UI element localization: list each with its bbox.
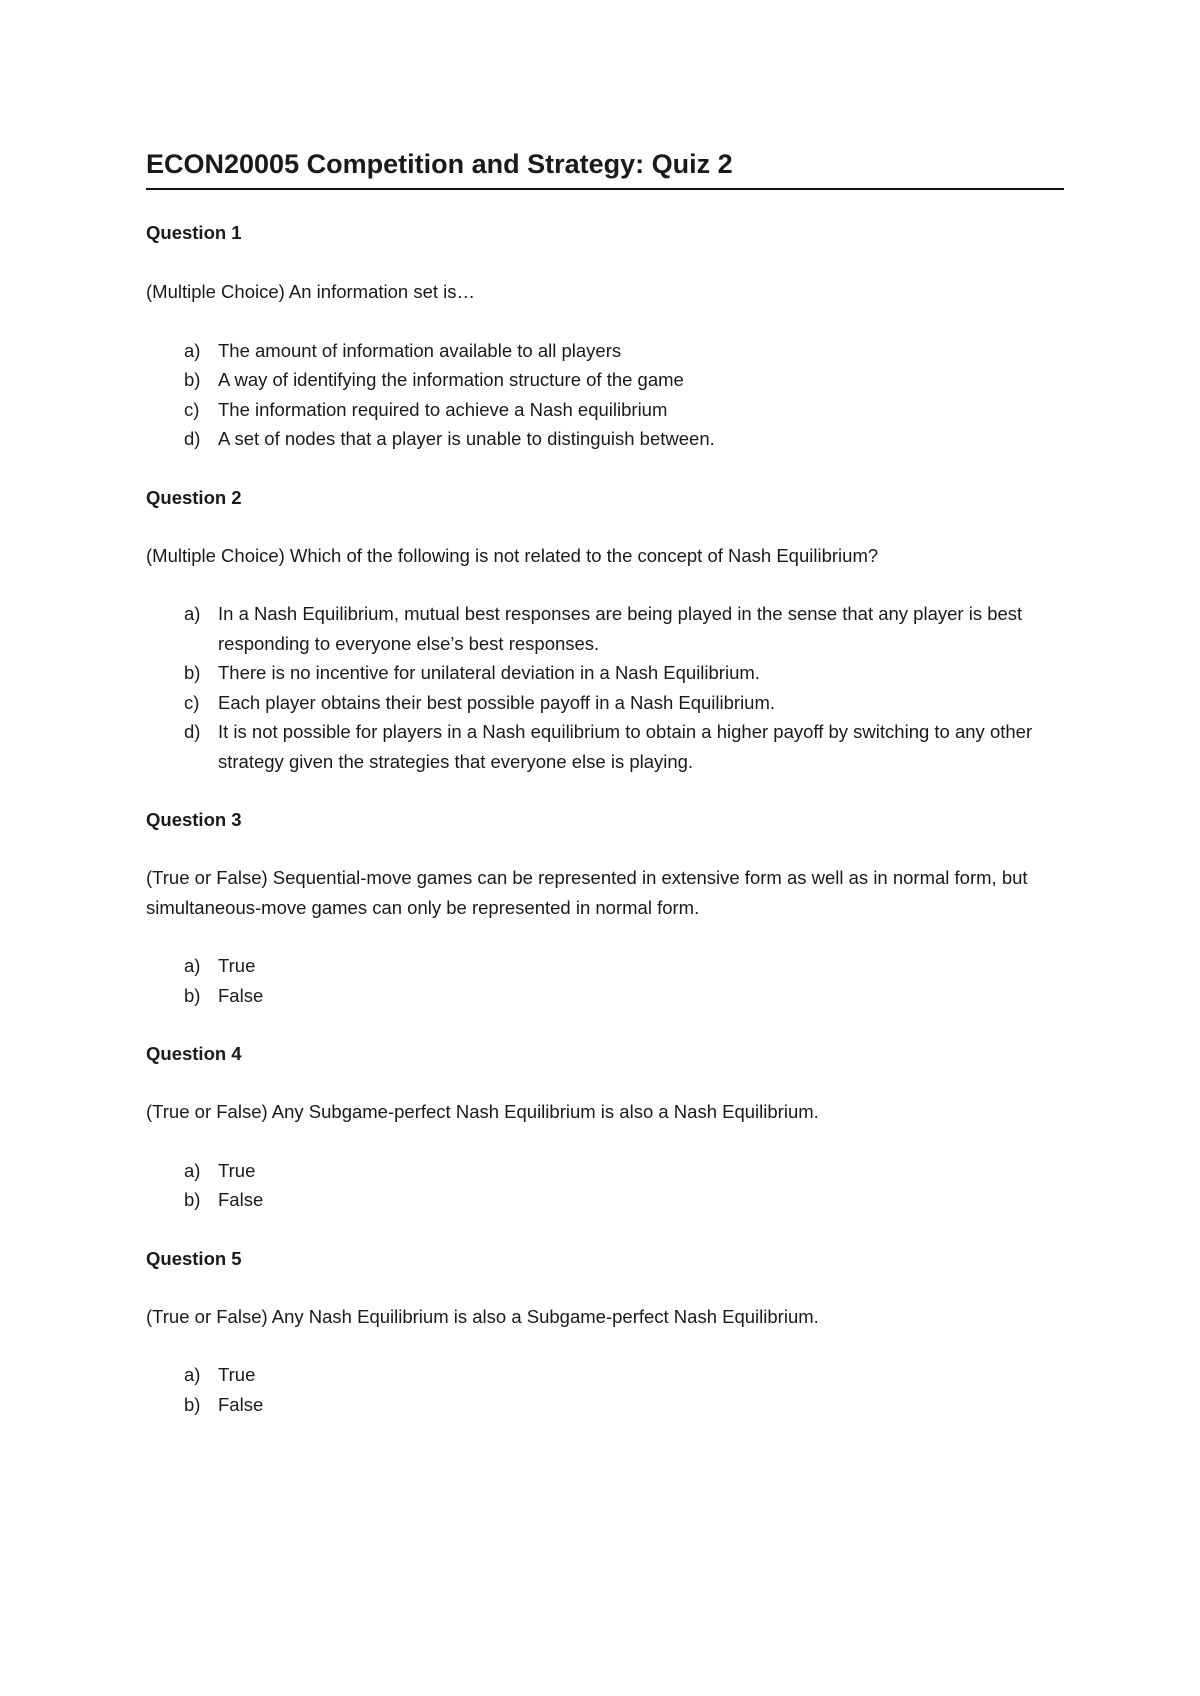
option-text: True	[218, 955, 256, 977]
question-4	[146, 1039, 1064, 1215]
question-1	[146, 218, 1064, 454]
question-heading: Question 5	[146, 1247, 242, 1269]
option-text: It is not possible for players in a Nash equilibrium to obtain a higher payoff by switching to any other strategy given the strategies that everyone else is playing.	[218, 721, 1033, 772]
question-text: (Multiple Choice) An information set is…	[146, 281, 476, 303]
option-text: The information required to achieve a Nash equilibrium	[218, 398, 668, 420]
answer-option[interactable]	[146, 951, 1064, 981]
option-letter: a)	[184, 955, 201, 977]
answer-option[interactable]	[146, 395, 1064, 425]
question-heading: Question 2	[146, 486, 242, 508]
option-letter: a)	[184, 339, 201, 361]
option-text: A way of identifying the information structure of the game	[218, 369, 684, 391]
question-5	[146, 1244, 1064, 1420]
answer-option[interactable]	[146, 717, 1064, 776]
question-heading: Question 1	[146, 222, 242, 244]
option-letter: d)	[184, 721, 201, 743]
question-heading: Question 4	[146, 1043, 242, 1065]
question-2	[146, 483, 1064, 777]
option-text: There is no incentive for unilateral deviation in a Nash Equilibrium.	[218, 662, 760, 684]
option-text: True	[218, 1159, 256, 1181]
option-letter: b)	[184, 1189, 201, 1211]
answer-option[interactable]	[146, 599, 1064, 658]
option-letter: b)	[184, 984, 201, 1006]
answer-option[interactable]	[146, 365, 1064, 395]
answer-option[interactable]	[146, 1360, 1064, 1390]
option-text: A set of nodes that a player is unable to distinguish between.	[218, 428, 715, 450]
option-letter: b)	[184, 369, 201, 391]
answer-option[interactable]	[146, 688, 1064, 718]
answer-option[interactable]	[146, 336, 1064, 366]
option-text: False	[218, 1393, 264, 1415]
answer-option[interactable]	[146, 658, 1064, 688]
document-title: ECON20005 Competition and Strategy: Quiz 2	[146, 148, 1064, 190]
option-letter: b)	[184, 1393, 201, 1415]
option-text: False	[218, 984, 264, 1006]
option-text: False	[218, 1189, 264, 1211]
option-letter: c)	[184, 398, 200, 420]
option-letter: a)	[184, 1159, 201, 1181]
question-3	[146, 805, 1064, 1010]
quiz-document	[146, 148, 1064, 1419]
option-text: Each player obtains their best possible payoff in a Nash Equilibrium.	[218, 691, 776, 713]
question-text: (True or False) Any Nash Equilibrium is also a Subgame-perfect Nash Equilibrium.	[146, 1305, 819, 1327]
question-text: (Multiple Choice) Which of the following is not related to the concept of Nash Equilibrium?	[146, 544, 879, 566]
answer-option[interactable]	[146, 1390, 1064, 1420]
option-letter: b)	[184, 662, 201, 684]
option-letter: c)	[184, 691, 200, 713]
option-letter: a)	[184, 603, 201, 625]
option-letter: a)	[184, 1364, 201, 1386]
answer-options	[146, 336, 1064, 454]
answer-option[interactable]	[146, 1185, 1064, 1215]
answer-options	[146, 1156, 1064, 1215]
answer-option[interactable]	[146, 981, 1064, 1011]
option-text: In a Nash Equilibrium, mutual best responses are being played in the sense that any player is best responding to everyone else’s best responses.	[218, 603, 1023, 654]
answer-option[interactable]	[146, 1156, 1064, 1186]
question-heading: Question 3	[146, 809, 242, 831]
option-text: The amount of information available to all players	[218, 339, 622, 361]
option-letter: d)	[184, 428, 201, 450]
option-text: True	[218, 1364, 256, 1386]
answer-options	[146, 951, 1064, 1010]
question-text: (True or False) Sequential-move games can be represented in extensive form as well as in normal form, but simultaneous-move games can only be represented in normal form.	[146, 867, 1028, 918]
question-text: (True or False) Any Subgame-perfect Nash Equilibrium is also a Nash Equilibrium.	[146, 1101, 819, 1123]
answer-option[interactable]	[146, 424, 1064, 454]
answer-options	[146, 1360, 1064, 1419]
answer-options	[146, 599, 1064, 776]
